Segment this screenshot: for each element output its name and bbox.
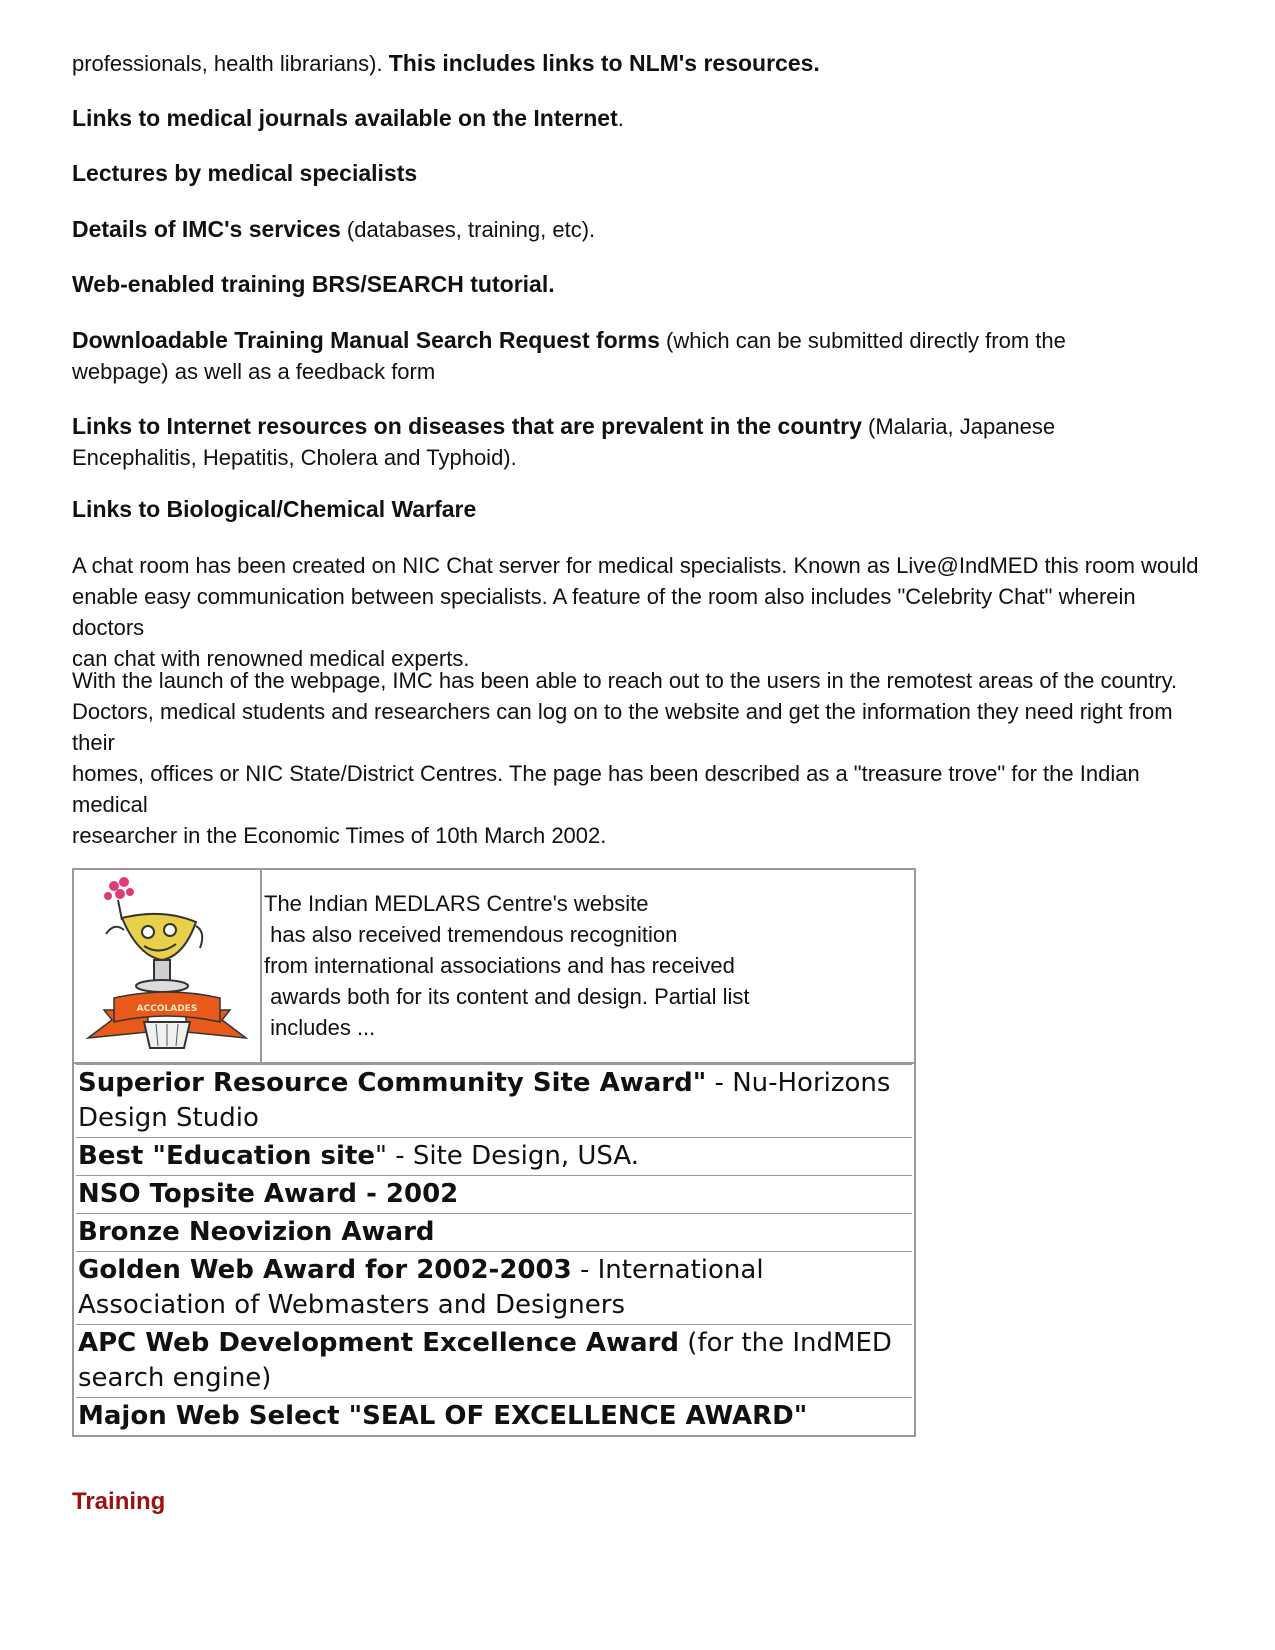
trophy-icon bbox=[74, 870, 260, 1060]
awards-intro-text: The Indian MEDLARS Centre's website has also received tremendous recognition from international associations and has received awards both for its content and design. Partial list includes ... bbox=[264, 891, 750, 1040]
training-heading: Training bbox=[72, 1488, 166, 1515]
diseases-item: Links to Internet resources on diseases that are prevalent in the country (Malaria, Japanese Encephalitis, Hepatitis, Cholera and Typhoid). bbox=[72, 413, 1056, 470]
tutorial-line: Web-enabled training BRS/SEARCH tutorial. bbox=[72, 271, 555, 297]
award-row: NSO Topsite Award - 2002 bbox=[76, 1175, 912, 1213]
journals-line: Links to medical journals available on the Internet. bbox=[72, 105, 624, 131]
award-row: Superior Resource Community Site Award" - Nu-Horizons Design Studio bbox=[76, 1064, 912, 1137]
chat-paragraph: A chat room has been created on NIC Chat server for medical specialists. Known as Live@IndMED this room would enable easy communication between specialists. A feature of the room also includes "Celebrity Chat" wherein doctors can chat with renowned medical experts. bbox=[72, 553, 1199, 671]
award-row: APC Web Development Excellence Award (for the IndMED search engine) bbox=[76, 1324, 912, 1397]
launch-paragraph: With the launch of the webpage, IMC has been able to reach out to the users in the remotest areas of the country. Doctors, medical students and researchers can log on to the website and get the information they need right from their homes, offices or NIC State/District Centres. The page has been described as a "treasure trove" for the Indian medical researcher in the Economic Times of 10th March 2002. bbox=[72, 668, 1178, 848]
award-row: Majon Web Select "SEAL OF EXCELLENCE AWARD" bbox=[76, 1397, 912, 1435]
svg-text:ACCOLADES: ACCOLADES bbox=[136, 1004, 198, 1014]
services-line: Details of IMC's services (databases, training, etc). bbox=[72, 216, 596, 242]
awards-table bbox=[72, 868, 916, 1437]
award-row: Golden Web Award for 2002-2003 - International Association of Webmasters and Designers bbox=[76, 1251, 912, 1324]
award-row: Bronze Neovizion Award bbox=[76, 1213, 912, 1251]
lectures-line: Lectures by medical specialists bbox=[72, 160, 418, 186]
download-item: Downloadable Training Manual Search Request forms (which can be submitted directly from the webpage) as well as a feedback form bbox=[72, 327, 1066, 384]
resources-line: professionals, health librarians). This includes links to NLM's resources. bbox=[72, 50, 820, 76]
warfare-item: Links to Biological/Chemical Warfare bbox=[72, 496, 477, 522]
award-row: Best "Education site" - Site Design, USA. bbox=[76, 1137, 912, 1175]
awards-intro-row bbox=[74, 870, 914, 1064]
trophy-cell bbox=[74, 870, 262, 1062]
